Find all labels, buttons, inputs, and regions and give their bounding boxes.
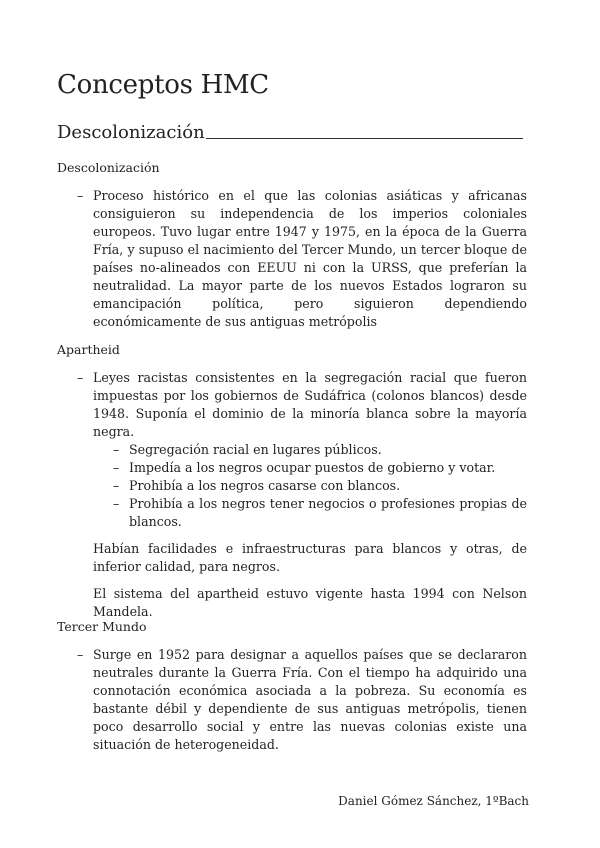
list-item-text: Prohibía a los negros tener negocios o profesiones propias de blancos. <box>129 496 527 529</box>
section-heading <box>57 122 523 143</box>
apartheid-item <box>57 369 527 441</box>
tercer-mundo-block <box>57 646 527 754</box>
heading-underline <box>206 138 523 139</box>
document-title: Conceptos HMC <box>57 70 269 100</box>
apartheid-paragraph-1: Habían facilidades e infraestructuras para blancos y otras, de inferior calidad, para negros. <box>93 541 527 574</box>
apartheid-paragraph-2: El sistema del apartheid estuvo vigente hasta 1994 con Nelson Mandela. <box>93 586 527 619</box>
subheading-tercer-mundo: Tercer Mundo <box>57 619 147 634</box>
dash-bullet: – <box>113 478 120 493</box>
dash-bullet: – <box>77 188 84 203</box>
list-item <box>57 495 527 531</box>
list-item <box>57 477 527 495</box>
tercer-mundo-text: Surge en 1952 para designar a aquellos países que se declararon neutrales durante la Guerra Fría. Con el tiempo ha adquirido una connotación económica asociada a la pobreza. Su economía es bastante débil y dependiente de sus antiguas metrópolis, tienen poco desarrollo social y entre las nuevas colonias existe una situación de heterogeneidad. <box>93 647 527 752</box>
list-item-text: Segregación racial en lugares públicos. <box>129 442 382 457</box>
dash-bullet: – <box>77 370 84 385</box>
page-footer-author: Daniel Gómez Sánchez, 1ºBach <box>338 794 529 808</box>
dash-bullet: – <box>113 460 120 475</box>
subheading-apartheid: Apartheid <box>57 342 120 357</box>
descolonizacion-text: Proceso histórico en el que las colonias asiáticas y africanas consiguieron su independencia de los imperios coloniales europeos. Tuvo lugar entre 1947 y 1975, en la época de la Guerra Fría, y supuso el nacimiento del Tercer Mundo, un tercer bloque de países no-alineados con EEUU ni con la URSS, que preferían la neutralidad. La mayor parte de los nuevos Estados lograron su emancipación política, pero siguieron dependiendo económicamente de sus antiguas metrópolis <box>93 188 527 329</box>
dash-bullet: – <box>113 496 120 511</box>
list-item <box>57 459 527 477</box>
descolonizacion-block <box>57 187 527 331</box>
tercer-mundo-item <box>57 646 527 754</box>
list-item <box>57 441 527 459</box>
list-item-text: Prohibía a los negros casarse con blancos. <box>129 478 401 493</box>
apartheid-text: Leyes racistas consistentes en la segregación racial que fueron impuestas por los gobiernos de Sudáfrica (colonos blancos) desde 1948. Suponía el dominio de la minoría blanca sobre la mayoría negra. <box>93 370 527 439</box>
apartheid-sub-list <box>57 441 527 531</box>
dash-bullet: – <box>113 442 120 457</box>
subheading-descolonizacion: Descolonización <box>57 160 160 175</box>
descolonizacion-item <box>57 187 527 331</box>
apartheid-block <box>57 369 527 621</box>
dash-bullet: – <box>77 647 84 662</box>
section-heading-text: Descolonización <box>57 122 205 143</box>
list-item-text: Impedía a los negros ocupar puestos de gobierno y votar. <box>129 460 496 475</box>
